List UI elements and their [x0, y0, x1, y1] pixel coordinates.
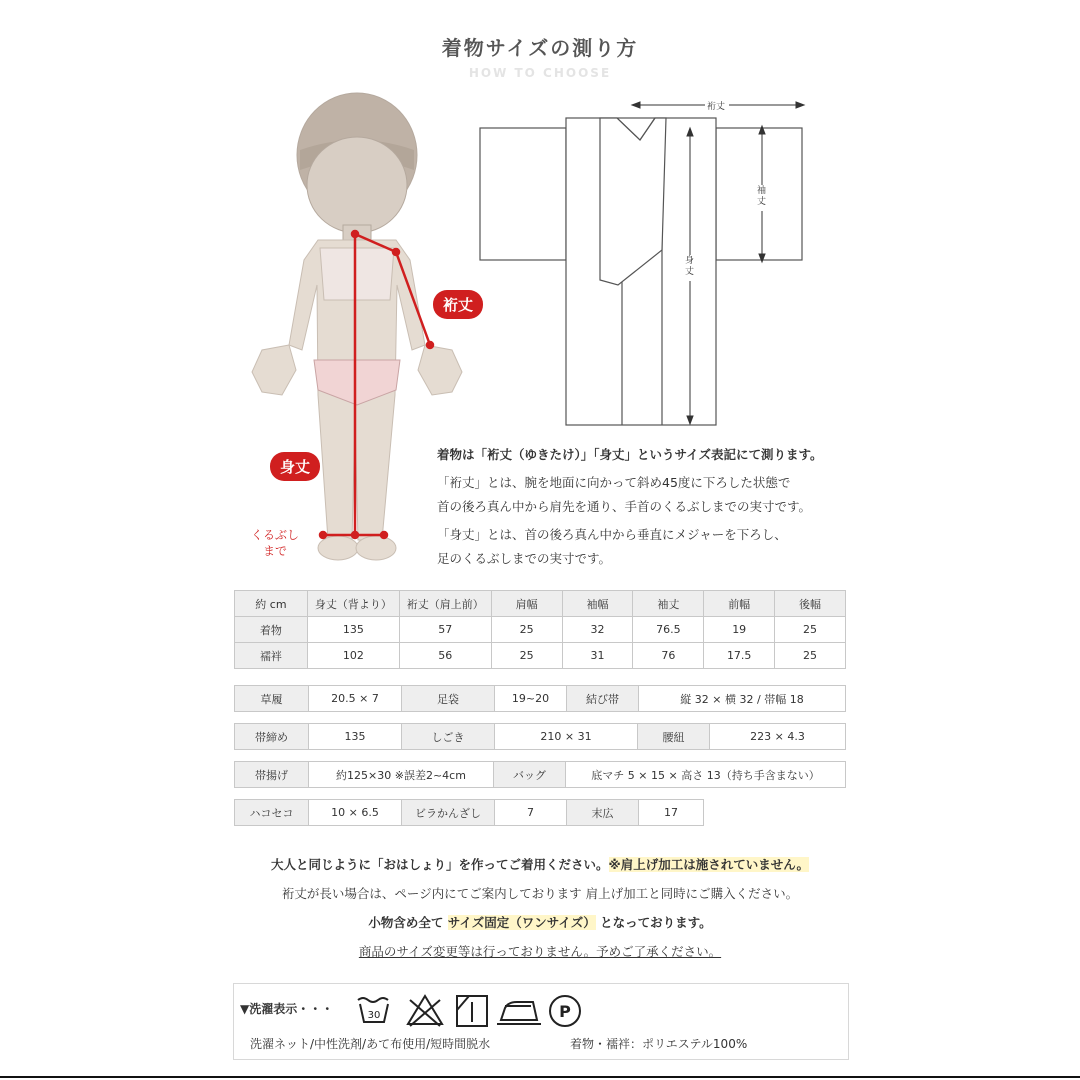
note-ohashori: 大人と同じように「おはしょり」を作ってご着用ください。※肩上げ加工は施されていません。	[271, 857, 809, 872]
table-cell: バッグ	[494, 762, 566, 788]
description-mitake-1: 「身丈」とは、首の後ろ真ん中から垂直にメジャーを下ろし、	[437, 527, 787, 542]
kimono-mi-label: 身丈	[685, 256, 695, 277]
description-yuki-1: 「裄丈」とは、腕を地面に向かって斜め45度に下ろした状態で	[437, 475, 791, 490]
table-cell: ビラかんざし	[402, 800, 495, 826]
page-title: 着物サイズの測り方	[441, 36, 639, 60]
table-cell: 袖丈	[633, 591, 704, 617]
bottom-divider	[0, 1076, 1080, 1078]
material-info: 着物・襦袢：ポリエステル100%	[570, 1037, 748, 1051]
no-bleach-icon	[408, 996, 442, 1026]
table-row	[235, 762, 846, 788]
size-table-header	[235, 591, 846, 617]
table-cell: 末広	[567, 800, 639, 826]
table-cell: 223 × 4.3	[710, 724, 846, 750]
table-cell: 32	[562, 617, 633, 643]
table-row	[235, 800, 704, 826]
wash-temperature-label: 30	[367, 1010, 381, 1021]
table-cell: 210 × 31	[495, 724, 638, 750]
note-fixed-size-highlight: サイズ固定（ワンサイズ）	[447, 915, 596, 930]
table-cell: 約125×30 ※誤差2~4cm	[309, 762, 494, 788]
table-cell: 56	[399, 643, 491, 669]
table-cell: 7	[495, 800, 567, 826]
table-cell: 襦袢	[235, 643, 308, 669]
table-cell: 身丈（背より）	[307, 591, 399, 617]
iron-low-icon	[497, 1002, 541, 1024]
table-cell: 31	[562, 643, 633, 669]
table-cell: 76	[633, 643, 704, 669]
table-cell: 76.5	[633, 617, 704, 643]
table-cell: 25	[775, 617, 846, 643]
table-cell: 10 × 6.5	[309, 800, 402, 826]
description-mitake-2: 足のくるぶしまでの実寸です。	[437, 551, 612, 566]
accessory-row-2	[234, 723, 846, 750]
kurubushi-label: くるぶし まで	[250, 528, 299, 558]
description-heading: 着物は「裄丈（ゆきたけ）」「身丈」というサイズ表記にて測ります。	[437, 447, 823, 462]
kimono-yuki-label: 裄丈	[707, 102, 726, 112]
table-cell: 袖幅	[562, 591, 633, 617]
table-cell: ハコセコ	[235, 800, 309, 826]
table-cell: 25	[491, 617, 562, 643]
table-cell: 草履	[235, 686, 309, 712]
kimono-diagram	[475, 95, 810, 430]
table-cell: 前幅	[704, 591, 775, 617]
table-cell: 結び帯	[567, 686, 639, 712]
mitake-tag: 身丈	[270, 452, 320, 481]
note-long-yuki: 裄丈が長い場合は、ページ内にてご案内しております 肩上げ加工と同時にご購入ください。	[281, 886, 799, 901]
note-no-size-change: 商品のサイズ変更等は行っておりません。予めご了承ください。	[358, 944, 722, 959]
table-cell: 着物	[235, 617, 308, 643]
care-instructions: 洗濯ネット/中性洗剤/あて布使用/短時間脱水	[250, 1037, 491, 1051]
accessory-row-3	[234, 761, 846, 788]
table-cell: しごき	[402, 724, 495, 750]
table-row	[235, 686, 846, 712]
line-dry-icon	[457, 996, 487, 1026]
table-cell: 17.5	[704, 643, 775, 669]
table-cell: 腰紐	[638, 724, 710, 750]
care-label: ▼洗濯表示・・・	[240, 1002, 334, 1016]
description-yuki-2: 首の後ろ真ん中から肩先を通り、手首のくるぶしまでの実寸です。	[437, 499, 812, 514]
table-cell: 19	[704, 617, 775, 643]
table-cell: 135	[307, 617, 399, 643]
care-icons	[355, 990, 595, 1030]
table-cell: 135	[309, 724, 402, 750]
note-one-size: 小物含め全て サイズ固定（ワンサイズ） となっております。	[368, 915, 712, 930]
accessory-row-4	[234, 799, 704, 826]
table-cell: 肩幅	[491, 591, 562, 617]
table-cell: 縦 32 × 横 32 / 帯幅 18	[639, 686, 846, 712]
table-row	[235, 617, 846, 643]
size-table	[234, 590, 846, 669]
table-cell: 底マチ 5 × 15 × 高さ 13（持ち手含まない）	[566, 762, 846, 788]
note-no-shoulder-tuck: ※肩上げ加工は施されていません。	[608, 857, 809, 872]
table-cell: 57	[399, 617, 491, 643]
table-cell: 20.5 × 7	[309, 686, 402, 712]
table-cell: 帯締め	[235, 724, 309, 750]
table-cell: 19~20	[495, 686, 567, 712]
table-cell: 17	[639, 800, 704, 826]
table-cell: 足袋	[402, 686, 495, 712]
dry-clean-symbol: P	[559, 1002, 571, 1021]
table-cell: 約 cm	[235, 591, 308, 617]
table-row	[235, 643, 846, 669]
accessory-row-1	[234, 685, 846, 712]
table-cell: 帯揚げ	[235, 762, 309, 788]
table-cell: 25	[775, 643, 846, 669]
table-cell: 裄丈（肩上前）	[399, 591, 491, 617]
page-subtitle: HOW TO CHOOSE	[468, 66, 612, 80]
kimono-sode-label: 袖丈	[757, 186, 767, 207]
yuki-tag: 裄丈	[433, 290, 483, 319]
table-cell: 後幅	[775, 591, 846, 617]
table-cell: 102	[307, 643, 399, 669]
table-cell: 25	[491, 643, 562, 669]
table-row	[235, 724, 846, 750]
